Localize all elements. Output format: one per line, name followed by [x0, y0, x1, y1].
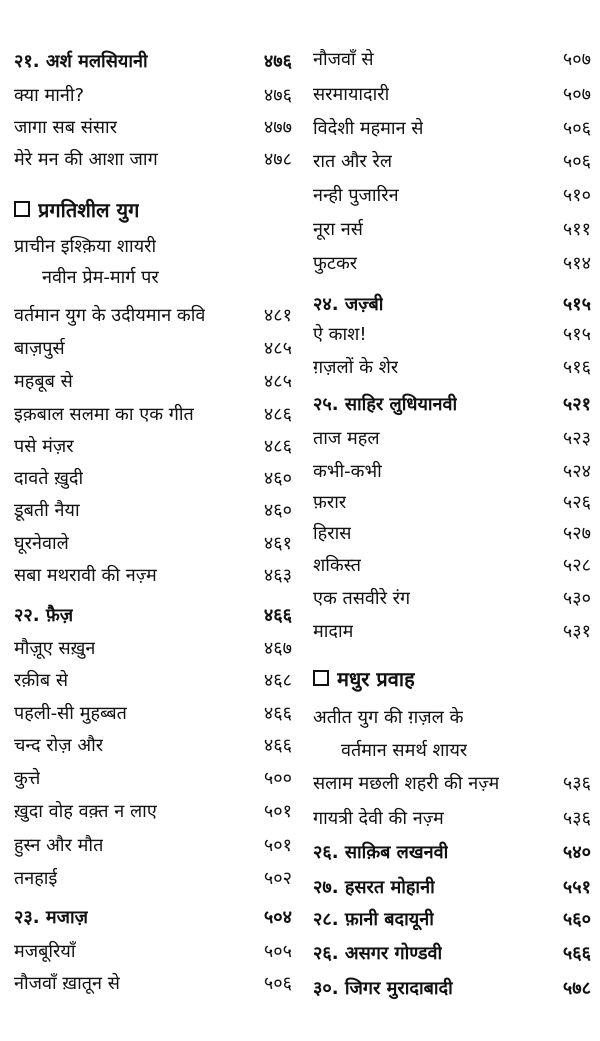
page-number: ५२१ [562, 394, 591, 415]
page-number: ५१५ [562, 324, 591, 345]
toc-entry [14, 636, 292, 662]
entry-title: चन्द रोज़ और [14, 735, 104, 756]
entry-title: कुत्ते [14, 768, 41, 789]
entry-title: फुटकर [313, 253, 358, 274]
entry-title: मौज़ूए सख़ुन [14, 638, 96, 659]
entry-title: बाज़पुर्स [14, 338, 65, 359]
page-number: ४६६ [263, 703, 292, 724]
entry-title: नौजवाँ से [313, 49, 374, 70]
toc-entry [14, 701, 292, 727]
entry-title: क्या मानी? [14, 85, 85, 106]
entry-title: हुस्न और मौत [14, 835, 104, 856]
toc-entry [313, 322, 591, 348]
toc-entry [14, 799, 292, 825]
page-number: ५१० [562, 185, 591, 206]
toc-entry [313, 459, 591, 485]
entry-title: २२. फ़ैज़ [14, 605, 74, 626]
page-number: ५२६ [562, 492, 591, 513]
page-number: ४७८ [263, 149, 292, 170]
toc-entry [313, 149, 591, 175]
page-number: ५०१ [263, 801, 292, 822]
toc-entry [14, 971, 292, 997]
chapter-heading [313, 292, 591, 318]
entry-title: कभी-कभी [313, 461, 382, 482]
page-number: ५०६ [562, 118, 591, 139]
page-number: ५७८ [562, 978, 591, 999]
page-number: ४६० [263, 468, 292, 489]
square-bullet-icon [14, 201, 30, 217]
chapter-heading [313, 392, 591, 418]
page-number: ५६६ [562, 943, 591, 964]
toc-entry [14, 303, 292, 329]
toc-entry [313, 47, 591, 73]
page-number: ५२३ [562, 428, 591, 449]
toc-entry [313, 521, 591, 547]
toc-entry [313, 490, 591, 516]
page-number: ४७६ [263, 51, 292, 72]
page-number: ५२४ [562, 461, 591, 482]
toc-entry [14, 234, 292, 260]
entry-title: २८. फ़ानी बदायूनी [313, 909, 434, 930]
entry-title: घूरनेवाले [14, 533, 69, 554]
page-number: ४६० [263, 500, 292, 521]
page-number: ५०१ [263, 835, 292, 856]
page-number: ५०६ [562, 151, 591, 172]
toc-entry [313, 553, 591, 579]
toc-entry [313, 771, 591, 797]
page-number: ५११ [562, 219, 591, 240]
entry-title: नवीन प्रेम-मार्ग पर [42, 267, 159, 288]
entry-title: पहली-सी मुहब्बत [14, 703, 127, 724]
toc-entry [14, 563, 292, 589]
entry-title: जागा सब संसार [14, 117, 118, 138]
toc-entry [14, 833, 292, 859]
chapter-heading [313, 840, 591, 866]
entry-title: ख़ुदा वोह वक़्त न लाए [14, 801, 157, 822]
entry-title: २३. मजाज़ [14, 907, 88, 928]
page-number: ५०४ [263, 907, 292, 928]
toc-entry [313, 116, 591, 142]
page-number: ५३६ [562, 808, 591, 829]
entry-title: वर्तमान युग के उदीयमान कवि [14, 305, 206, 326]
chapter-heading [313, 941, 591, 967]
entry-title: अतीत युग की ग़ज़ल के [313, 707, 464, 728]
entry-title: पसे मंज़र [14, 436, 74, 457]
entry-title: २५. साहिर लुधियानवी [313, 394, 458, 415]
toc-entry [14, 369, 292, 395]
page-number: ५१५ [562, 294, 591, 315]
entry-title: प्रगतिशील युग [38, 198, 140, 222]
page-number: ५०२ [263, 868, 292, 889]
chapter-heading [313, 875, 591, 901]
entry-title: प्राचीन इश्क़िया शायरी [14, 236, 157, 257]
entry-title: ऐ काश! [313, 324, 367, 345]
toc-entry [313, 251, 591, 277]
page-number: ५०७ [562, 49, 591, 70]
entry-title: दावते ख़ुदी [14, 468, 84, 489]
toc-entry [14, 83, 292, 109]
section-heading [313, 666, 591, 692]
entry-title: २७. हसरत मोहानी [313, 877, 435, 898]
entry-title: नन्ही पुजारिन [313, 185, 399, 206]
entry-title: हिरास [313, 523, 352, 544]
toc-entry [313, 426, 591, 452]
page-number: ४७६ [263, 85, 292, 106]
toc-entry [14, 147, 292, 173]
toc-entry [14, 115, 292, 141]
entry-title: २६. असगर गोण्डवी [313, 943, 443, 964]
page-number: ४७७ [263, 117, 292, 138]
toc-entry [313, 705, 591, 731]
entry-title: सबा मथरावी की नज़्म [14, 565, 157, 586]
page-number: ५२७ [562, 523, 591, 544]
toc-entry [313, 738, 591, 764]
entry-title: वर्तमान समर्थ शायर [341, 740, 468, 761]
toc-entry [14, 531, 292, 557]
page-number: ५०६ [263, 973, 292, 994]
toc-entry [14, 733, 292, 759]
toc-entry [14, 939, 292, 965]
entry-title: फ़रार [313, 492, 347, 513]
toc-entry [14, 265, 292, 291]
page-number: ४८५ [263, 371, 292, 392]
page-number: ५१४ [562, 253, 591, 274]
chapter-heading [14, 905, 292, 931]
page-number: ५३० [562, 588, 591, 609]
page-number: ४६६ [263, 735, 292, 756]
toc-entry [14, 866, 292, 892]
page-number: ४६३ [263, 565, 292, 586]
entry-title: ३०. जिगर मुरादाबादी [313, 978, 453, 999]
toc-entry [14, 668, 292, 694]
entry-title: मेरे मन की आशा जाग [14, 149, 158, 170]
entry-title: शकिस्त [313, 555, 361, 576]
page-number: ४८१ [263, 305, 292, 326]
entry-title: एक तसवीरे रंग [313, 588, 411, 609]
section-heading [14, 197, 292, 223]
entry-title: २१. अर्श मलसियानी [14, 51, 148, 72]
page-number: ५०५ [263, 941, 292, 962]
entry-title: सलाम मछली शहरी की नज़्म [313, 773, 500, 794]
entry-title: २४. जज़्बी [313, 294, 384, 315]
page-number: ४६७ [263, 638, 292, 659]
chapter-heading [313, 976, 591, 1002]
entry-title: रक़ीब से [14, 670, 69, 691]
entry-title: मधुर प्रवाह [337, 667, 415, 691]
chapter-heading [313, 907, 591, 933]
toc-entry [14, 402, 292, 428]
page-number: ५१६ [562, 357, 591, 378]
square-bullet-icon [313, 670, 329, 686]
page-number: ४६६ [263, 605, 292, 626]
toc-entry [313, 806, 591, 832]
entry-title: २६. साक़िब लखनवी [313, 842, 449, 863]
toc-entry [313, 217, 591, 243]
entry-title: मजबूरियाँ [14, 941, 76, 962]
entry-title: ताज महल [313, 428, 380, 449]
page-number: ४८५ [263, 338, 292, 359]
toc-entry [313, 619, 591, 645]
toc-entry [313, 355, 591, 381]
page-number: ४८६ [263, 404, 292, 425]
toc-entry [313, 82, 591, 108]
toc-entry [14, 434, 292, 460]
entry-title: गायत्री देवी की नज़्म [313, 808, 444, 829]
page-number: ५०० [263, 768, 292, 789]
entry-title: विदेशी महमान से [313, 118, 424, 139]
toc-entry [313, 183, 591, 209]
toc-entry [313, 586, 591, 612]
page-number: ४६८ [263, 670, 292, 691]
entry-title: डूबती नैया [14, 500, 80, 521]
page-number: ४६१ [263, 533, 292, 554]
page-number: ५२८ [562, 555, 591, 576]
page-number: ५०७ [562, 84, 591, 105]
entry-title: तनहाई [14, 868, 58, 889]
toc-entry [14, 336, 292, 362]
chapter-heading [14, 49, 292, 75]
toc-entry [14, 766, 292, 792]
entry-title: इक़बाल सलमा का एक गीत [14, 404, 194, 425]
page-number: ५३१ [562, 621, 591, 642]
entry-title: महबूब से [14, 371, 73, 392]
entry-title: नौजवाँ ख़ातून से [14, 973, 120, 994]
toc-entry [14, 466, 292, 492]
page-number: ५४० [562, 842, 591, 863]
page-number: ४८६ [263, 436, 292, 457]
page-number: ५३६ [562, 773, 591, 794]
page-number: ५५१ [562, 877, 591, 898]
entry-title: नूरा नर्स [313, 219, 363, 240]
toc-entry [14, 498, 292, 524]
page-number: ५६० [562, 909, 591, 930]
entry-title: मादाम [313, 621, 354, 642]
entry-title: रात और रेल [313, 151, 393, 172]
entry-title: सरमायादारी [313, 84, 390, 105]
entry-title: ग़ज़लों के शेर [313, 357, 399, 378]
chapter-heading [14, 603, 292, 629]
